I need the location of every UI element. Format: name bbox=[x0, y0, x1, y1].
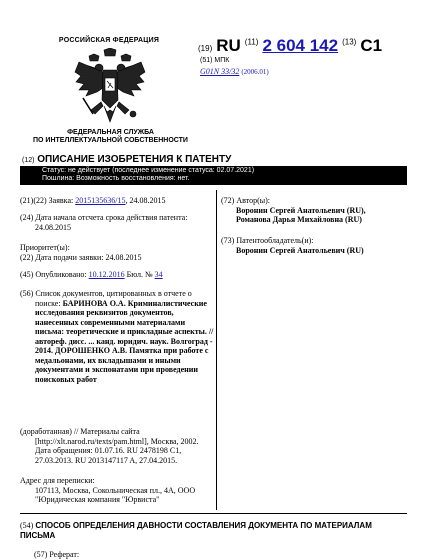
column-divider bbox=[216, 190, 217, 510]
country-code: RU bbox=[216, 36, 241, 55]
status-line: Статус: не действует (последнее изменение статуса: 02.07.2021) bbox=[42, 167, 255, 174]
code-13: (13) bbox=[342, 37, 357, 47]
address-field: Адрес для переписки: 107113, Москва, Сокольническая пл., 4А, ООО "Юридическая компания "Юрвиста" bbox=[20, 476, 196, 504]
patent-number-line bbox=[198, 36, 382, 58]
kind-code: C1 bbox=[360, 36, 383, 55]
code-19: (19) bbox=[198, 44, 213, 53]
ipc-class-link[interactable]: G01N 33/32 bbox=[200, 67, 240, 76]
ipc-version: (2006.01) bbox=[241, 68, 269, 76]
publication-field: (45) Опубликовано: 10.12.2016 Бюл. № 34 bbox=[20, 270, 163, 279]
authors-field: (72) Автор(ы): Воронин Сергей Анатольевич (RU), Романова Дарья Михайловна (RU) bbox=[221, 196, 366, 224]
service-name: ФЕДЕРАЛЬНАЯ СЛУЖБА ПО ИНТЕЛЛЕКТУАЛЬНОЙ СОБСТВЕННОСТИ bbox=[33, 129, 188, 144]
ipc-label: (51) МПК bbox=[200, 57, 230, 64]
holder-field: (73) Патентообладатель(и): Воронин Сергей Анатольевич (RU) bbox=[221, 236, 364, 255]
ipc-class-line bbox=[200, 67, 269, 76]
status-bar bbox=[20, 166, 407, 185]
country-name: РОССИЙСКАЯ ФЕДЕРАЦИЯ bbox=[58, 37, 160, 44]
start-date-field: (24) Дата начала отсчета срока действия патента: 24.08.2015 bbox=[20, 213, 188, 232]
author-name: Романова Дарья Михайловна (RU) bbox=[236, 215, 362, 224]
bulletin-link[interactable]: 34 bbox=[154, 270, 163, 279]
references-continued: (доработанная) // Материалы сайта [http://xlt.narod.ru/texts/pam.html], Москва, 2002. Дата обращения: 01.07.16. RU 2478198 C1, 27.03.2013. RU 2013147117 A, 27.04.2015. bbox=[20, 427, 199, 465]
application-field: (21)(22) Заявка: 2015135636/15, 24.08.2015 bbox=[20, 196, 166, 205]
patent-number-link[interactable]: 2 604 142 bbox=[262, 36, 339, 55]
coat-of-arms-icon bbox=[73, 48, 147, 128]
abstract-label: (57) Реферат: bbox=[34, 550, 80, 559]
references-text: БАРИНОВА О.А. Криминалистические исследования реквизитов документов, нанесенных современными материалами письма: теоретические и прикладные аспекты. // автореф. дисс. ... канд. юридич. наук. Волгоград - 2014. ДОРОШЕНКО А.В. Памятка при работе с медальонами, их вкладышами и иными документами и экспонатами при проведении поисковых работ bbox=[35, 298, 214, 384]
fee-line: Пошлина: Возможность восстановления: нет. bbox=[42, 175, 190, 182]
section-divider bbox=[20, 513, 407, 514]
code-11: (11) bbox=[244, 37, 259, 47]
priority-field: Приоритет(ы): (22) Дата подачи заявки: 24.08.2015 bbox=[20, 243, 142, 262]
document-title: (12) ОПИСАНИЕ ИЗОБРЕТЕНИЯ К ПАТЕНТУ bbox=[22, 154, 232, 165]
author-name: Воронин Сергей Анатольевич (RU), bbox=[236, 205, 366, 215]
holder-name: Воронин Сергей Анатольевич (RU) bbox=[236, 245, 364, 255]
invention-title: (54) СПОСОБ ОПРЕДЕЛЕНИЯ ДАВНОСТИ СОСТАВЛЕНИЯ ДОКУМЕНТА ПО МАТЕРИАЛАМ ПИСЬМА bbox=[20, 521, 372, 540]
publication-date-link[interactable]: 10.12.2016 bbox=[88, 270, 125, 279]
references-field: (56) Список документов, цитированных в отчете о поиске: БАРИНОВА О.А. Криминалистические исследования реквизитов документов, нанесенных современными материалами письма: теоретические и прикладные аспекты. // автореф. дисс. ... канд. юридич. наук. Волгоград - 2014. ДОРОШЕНКО А.В. Памятка при работе с медальонами, их вкладышами и иными документами и экспонатами при проведении поисковых работ bbox=[20, 289, 214, 384]
application-link[interactable]: 2015135636/15 bbox=[75, 196, 126, 205]
